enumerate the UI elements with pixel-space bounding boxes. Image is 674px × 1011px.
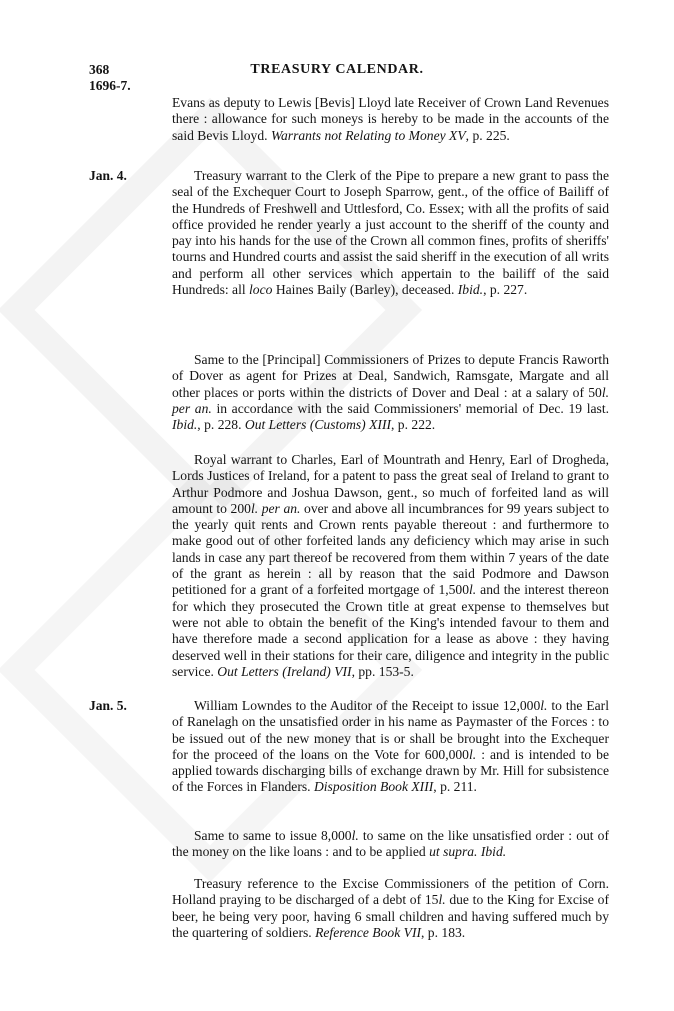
citation-text: l.	[351, 828, 359, 843]
body-text: due to the King for Excise of beer, he being very poor, having 6 small children and having suffered much by the quartering of soldiers.	[172, 892, 609, 940]
citation-text: l.	[540, 698, 548, 713]
entry-text	[172, 698, 609, 796]
body-text: and the interest thereon for which they prosecuted the Crown title at great expense to themselves but were not able to obtain the benefit of the King's intended favour to them and have therefore made a second application for a lease as above : they having deserved well in their stations for their care, diligence and integrity in the public service.	[172, 582, 609, 679]
citation-text: l. per an.	[172, 384, 609, 416]
body-text: Same to same to issue 8,000	[194, 828, 352, 843]
year-range: 1696-7.	[89, 78, 131, 93]
citation-text: l.	[438, 892, 446, 908]
citation-text: l.	[468, 746, 477, 762]
body-text: , p. 183.	[421, 924, 466, 940]
entry-date: Jan. 5.	[89, 698, 127, 713]
body-text: William Lowndes to the Auditor of the Receipt to issue 12,000	[194, 698, 541, 713]
citation-text: Ibid.	[480, 844, 507, 860]
citation-text: ut supra.	[429, 844, 478, 860]
body-text: Haines Baily (Barley), deceased.	[272, 282, 458, 298]
page-number: 368	[89, 62, 110, 77]
entry-excise	[89, 876, 609, 941]
citation-text: l. per an.	[250, 500, 301, 516]
citation-text: Out Letters (Ireland) VII	[217, 663, 352, 679]
body-text: : and is intended to be applied towards discharging bills of exchange drawn by Mr. Hill for subsistence of the Forces in Flanders.	[172, 746, 609, 795]
entry-text	[172, 168, 609, 298]
entry-continuation	[89, 95, 609, 144]
entry-prizes	[89, 352, 609, 433]
entry-royal-warrant	[89, 452, 609, 680]
citation-text: Out Letters (Customs) XIII	[244, 417, 391, 433]
citation-text: Reference Book VII	[315, 924, 421, 940]
body-text: to the Earl of Ranelagh on the unsatisfied order in his name as Paymaster of the Forces : to be issued out of the new money that is or shall be brought into the Exchequer for the proceed of the loans on the Vote for 600,000	[172, 698, 609, 762]
body-text: Same to the [Principal] Commissioners of Prizes to depute Francis Raworth of Dover as agent for Prizes at Deal, Sandwich, Ramsgate, Margate and all other places or ports within the districts of Dover and Deal : at a salary of 50	[172, 352, 609, 400]
entry-same-to-same	[89, 828, 609, 861]
entry-text	[172, 95, 609, 144]
body-text: to same on the like unsatisfied order : out of the money on the like loans : and to be applied	[172, 828, 609, 860]
entry-text	[172, 352, 609, 433]
citation-text: Warrants not Relating to Money XV	[270, 127, 466, 143]
body-text: Royal warrant to Charles, Earl of Mountrath and Henry, Earl of Drogheda, Lords Justices of Ireland, for a patent to pass the great seal of Ireland to grant to Arthur Podmore and Joshua Dawson, gent., so much of forfeited land as will amount to 200	[172, 452, 609, 516]
citation-text: loco	[249, 282, 273, 298]
citation-text: Ibid.	[172, 417, 198, 433]
entry-text	[172, 828, 609, 861]
citation-text: Ibid.	[457, 282, 484, 298]
body-text: over and above all incumbrances for 99 years subject to the yearly quit rents and Crown rents payable thereout : and furthermore to make good out of other forfeited lands any deficiency which may arise in such lands in case any part thereof be recovered from them within 7 years of the date of the grant as herein : all by reason that the said Podmore and Dawson petitioned for a grant of a forfeited mortgage of 1,500	[172, 500, 609, 598]
entry-text	[172, 452, 609, 680]
body-text: in accordance with the said Commissioners' memorial of Dec. 19 last.	[211, 400, 609, 416]
body-text: , p. 222.	[391, 417, 436, 433]
entry-jan-5	[89, 698, 609, 796]
body-text: Evans as deputy to Lewis [Bevis] Lloyd late Receiver of Crown Land Revenues there : allowance for such moneys is hereby to be made in the accounts of the said Bevis Lloyd.	[172, 95, 609, 143]
entry-text	[172, 876, 609, 941]
body-text: Treasury reference to the Excise Commissioners of the petition of Corn. Holland praying to be discharged of a debt of 15	[172, 876, 609, 908]
body-text: Treasury warrant to the Clerk of the Pipe to prepare a new grant to pass the seal of the Exchequer Court to Joseph Sparrow, gent., of the office of Bailiff of the Hundreds of Freshwell and Uttlesford, Co. Essex; with all the profits of said office provided he render yearly a just account to the sheriff of the county and pay into his hands for the use of the Crown all common fines, profits of sheriffs' tourns and Hundred courts and assist the said sheriff in the execution of all writs and perform all other services which appertain to the bailiff of the said Hundreds: all	[172, 168, 609, 298]
citation-text: Disposition Book XIII	[313, 779, 434, 795]
body-text: , p. 228.	[197, 417, 245, 433]
body-text: , p. 225.	[465, 127, 510, 143]
entry-jan-4	[89, 168, 609, 298]
body-text: , p. 227.	[483, 282, 528, 298]
citation-text: l.	[469, 582, 477, 598]
body-text: , p. 211.	[433, 779, 477, 795]
body-text: , pp. 153-5.	[351, 663, 414, 679]
entry-date: Jan. 4.	[89, 168, 127, 183]
running-title: TREASURY CALENDAR.	[250, 62, 424, 77]
